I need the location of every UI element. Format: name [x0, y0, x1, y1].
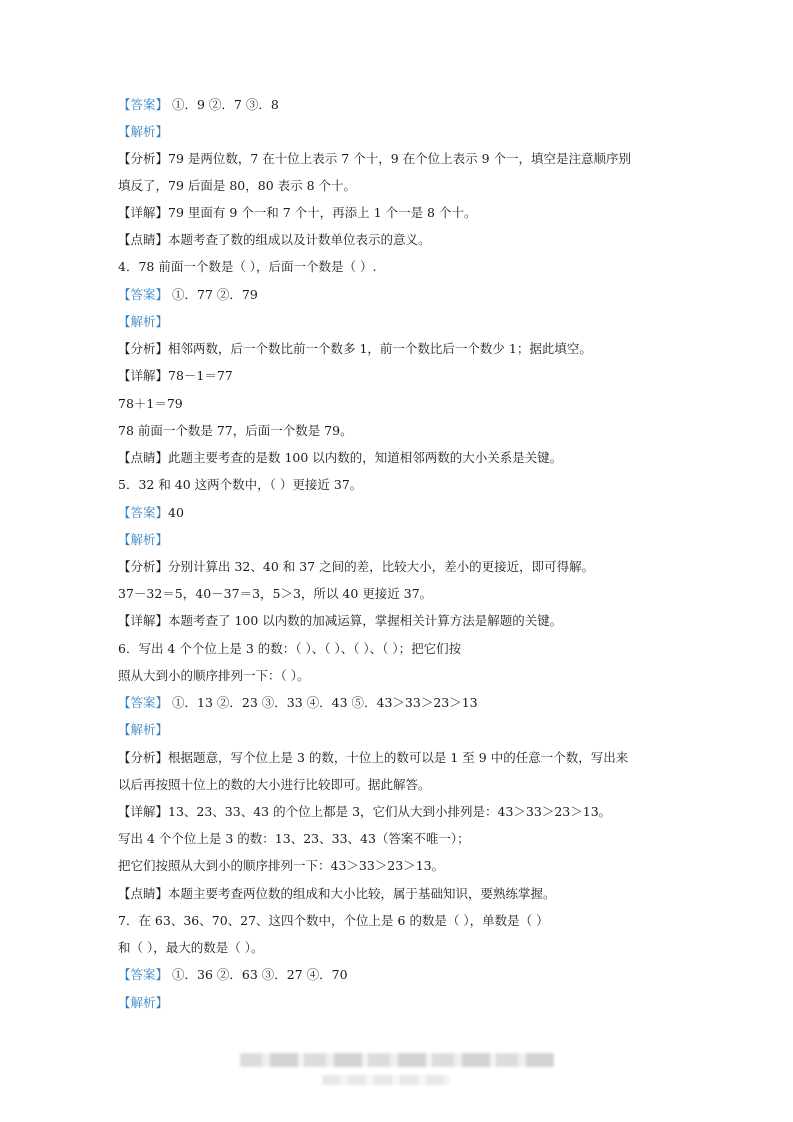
text-line: 填反了，79 后面是 80，80 表示 8 个十。 — [118, 178, 357, 193]
answer-line — [118, 695, 697, 711]
text-line: 【分析】分别计算出 32、40 和 37 之间的差，比较大小，差小的更接近，即可得解。 — [118, 559, 595, 574]
answer-text: 40 — [168, 505, 184, 520]
blurred-footer — [240, 1053, 554, 1067]
text-line: 把它们按照从大到小的顺序排列一下：43＞33＞23＞13。 — [118, 858, 445, 873]
answer-tag: 【答案】 — [118, 287, 169, 302]
question-line: 4．78 前面一个数是（ ），后面一个数是（ ）. — [118, 259, 377, 274]
analysis-line — [118, 532, 697, 548]
text-line: 【点睛】此题主要考查的是数 100 以内数的，知道相邻两数的大小关系是关键。 — [118, 450, 563, 465]
answer-line — [118, 97, 697, 113]
answer-text: ①．77 ②．79 — [168, 287, 258, 302]
text-line: 以后再按照十位上的数的大小进行比较即可。据此解答。 — [118, 777, 431, 792]
analysis-tag: 【解析】 — [118, 314, 169, 329]
text-line: 【分析】相邻两数，后一个数比前一个数多 1，前一个数比后一个数少 1；据此填空。 — [118, 341, 592, 356]
analysis-tag: 【解析】 — [118, 124, 169, 139]
text-line: 78 前面一个数是 77，后面一个数是 79。 — [118, 423, 353, 438]
question-line: 照从大到小的顺序排列一下：（ ）。 — [118, 668, 310, 683]
answer-line — [118, 505, 697, 521]
answer-text: ①．9 ②．7 ③．8 — [168, 97, 279, 112]
analysis-line — [118, 995, 697, 1011]
analysis-line — [118, 722, 697, 738]
text-line: 【分析】根据题意，写个位上是 3 的数，十位上的数可以是 1 至 9 中的任意一个数，写出来 — [118, 750, 629, 765]
answer-tag: 【答案】 — [118, 695, 169, 710]
analysis-line — [118, 124, 697, 140]
text-line: 【详解】13、23、33、43 的个位上都是 3，它们从大到小排列是：43＞33＞23＞13。 — [118, 804, 612, 819]
answer-line — [118, 967, 697, 983]
answer-tag: 【答案】 — [118, 505, 169, 520]
question-line: 和（ ），最大的数是（ ）。 — [118, 940, 264, 955]
text-line: 78＋1＝79 — [118, 396, 183, 411]
text-line: 【分析】79 是两位数，7 在十位上表示 7 个十，9 在个位上表示 9 个一，填空是注意顺序别 — [118, 151, 632, 166]
question-line: 7．在 63、36、70、27、这四个数中，个位上是 6 的数是（ ），单数是（ ） — [118, 913, 549, 928]
answer-text: ①．36 ②．63 ③．27 ④．70 — [168, 967, 348, 982]
answer-tag: 【答案】 — [118, 967, 169, 982]
text-line: 【点睛】本题主要考查两位数的组成和大小比较，属于基础知识，要熟练掌握。 — [118, 886, 556, 901]
text-line: 37－32＝5，40－37＝3，5＞3，所以 40 更接近 37。 — [118, 586, 433, 601]
text-line: 【点睛】本题考查了数的组成以及计数单位表示的意义。 — [118, 232, 431, 247]
analysis-line — [118, 314, 697, 330]
answer-text: ①．13 ②．23 ③．33 ④．43 ⑤．43＞33＞23＞13 — [168, 695, 478, 710]
question-line: 5．32 和 40 这两个数中，（ ）更接近 37。 — [118, 477, 363, 492]
text-line: 【详解】79 里面有 9 个一和 7 个十，再添上 1 个一是 8 个十。 — [118, 205, 477, 220]
analysis-tag: 【解析】 — [118, 722, 169, 737]
blurred-footer-subline — [322, 1075, 450, 1085]
text-line: 写出 4 个个位上是 3 的数：13、23、33、43（答案不唯一）； — [118, 831, 470, 846]
answer-tag: 【答案】 — [118, 97, 169, 112]
analysis-tag: 【解析】 — [118, 532, 169, 547]
text-line: 【详解】78－1＝77 — [118, 368, 233, 383]
answer-line — [118, 287, 697, 303]
text-line: 【详解】本题考查了 100 以内数的加减运算，掌握相关计算方法是解题的关键。 — [118, 613, 563, 628]
question-line: 6．写出 4 个个位上是 3 的数：（ ）、（ ）、（ ）、（ ）；把它们按 — [118, 641, 462, 656]
analysis-tag: 【解析】 — [118, 995, 169, 1010]
